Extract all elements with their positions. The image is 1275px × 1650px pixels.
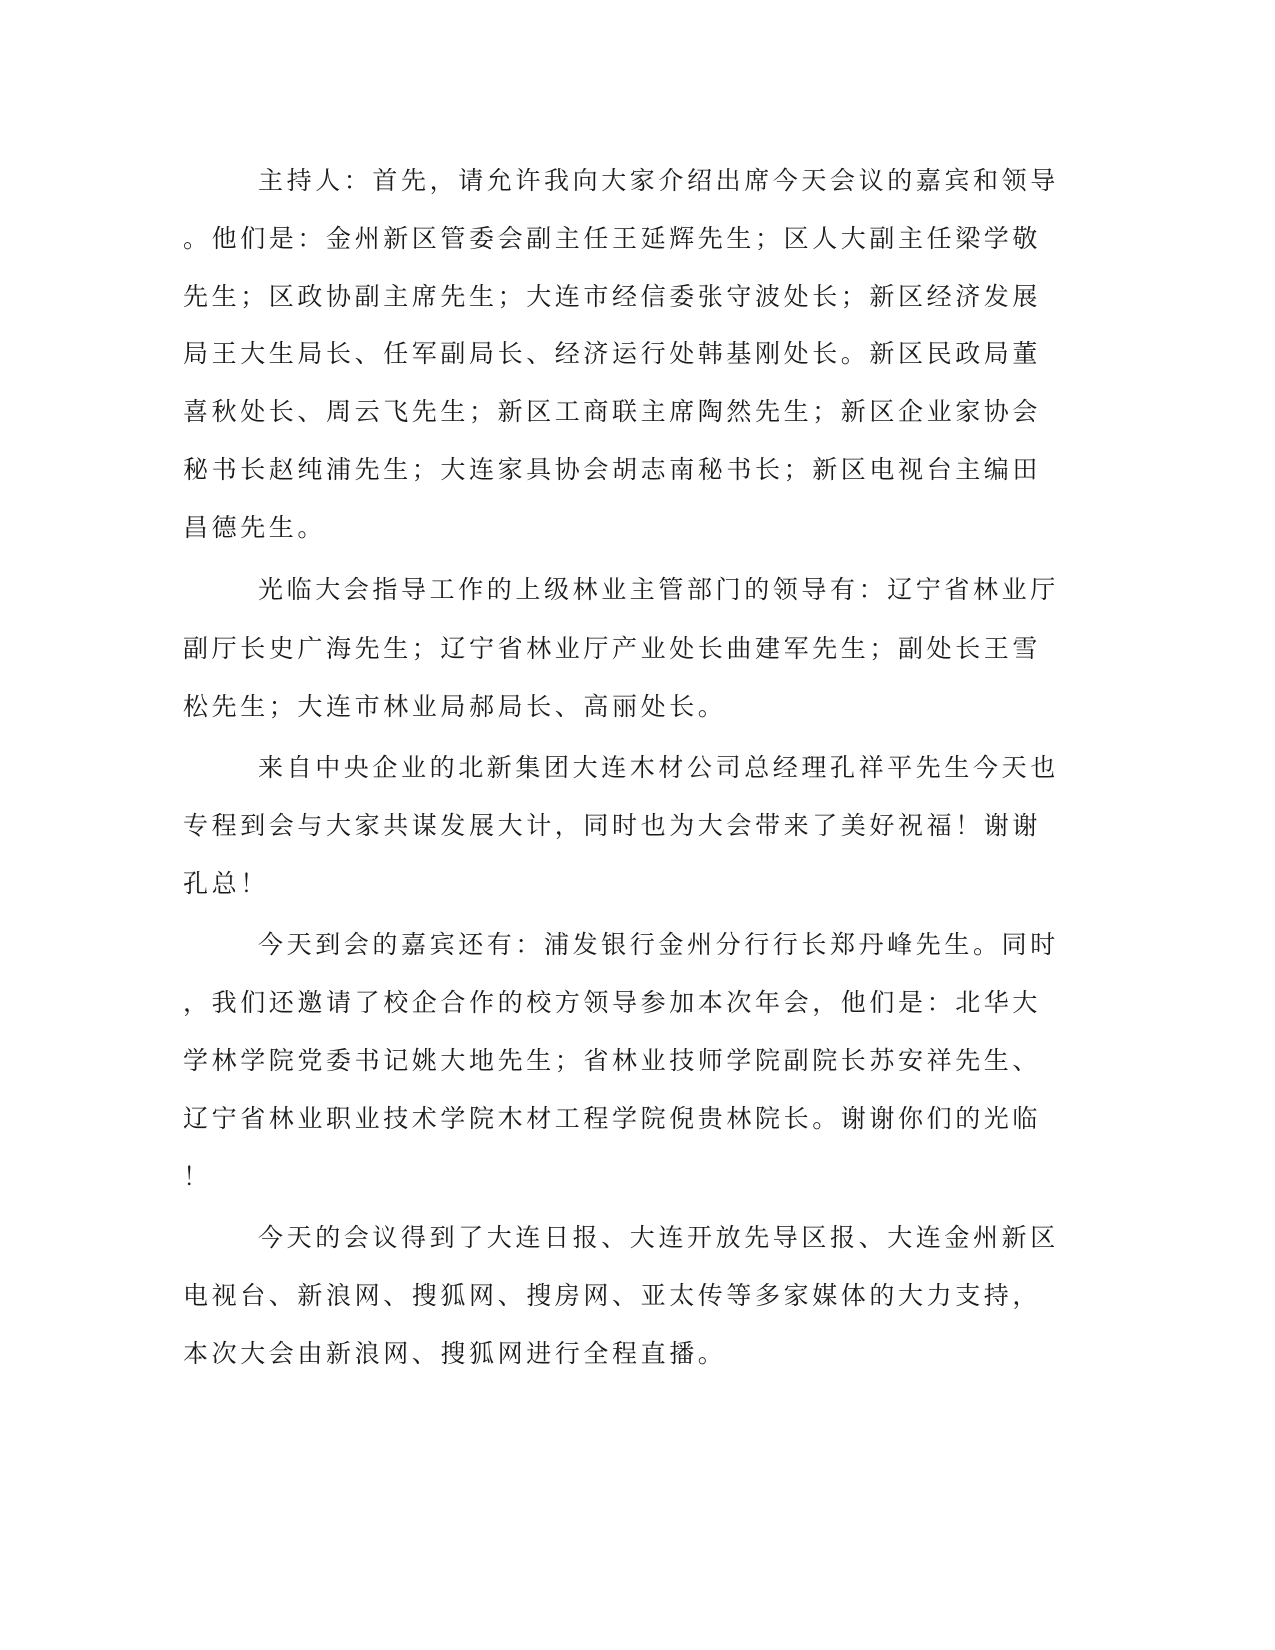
paragraph-1-line-1: 主持人：首先，请允许我向大家介绍出席今天会议的嘉宾和领导 <box>258 166 1059 195</box>
paragraph-1-line-2: 。他们是：金州新区管委会副主任王延辉先生；区人大副主任梁学敬 <box>183 224 1042 253</box>
paragraph-4-line-2: ，我们还邀请了校企合作的校方领导参加本次年会，他们是：北华大 <box>183 988 1042 1017</box>
paragraph-4-line-3: 学林学院党委书记姚大地先生；省林业技师学院副院长苏安祥先生、 <box>183 1046 1042 1075</box>
paragraph-4-line-5: ！ <box>183 1162 212 1191</box>
paragraph-4-line-1: 今天到会的嘉宾还有：浦发银行金州分行行长郑丹峰先生。同时 <box>258 930 1059 959</box>
paragraph-2-line-1: 光临大会指导工作的上级林业主管部门的领导有：辽宁省林业厅 <box>258 575 1059 604</box>
paragraph-1-line-5: 喜秋处长、周云飞先生；新区工商联主席陶然先生；新区企业家协会 <box>183 397 1042 426</box>
paragraph-3-line-1: 来自中央企业的北新集团大连木材公司总经理孔祥平先生今天也 <box>258 753 1059 782</box>
paragraph-1-line-7: 昌德先生。 <box>183 513 327 542</box>
paragraph-1-line-4: 局王大生局长、任军副局长、经济运行处韩基刚处长。新区民政局董 <box>183 339 1042 368</box>
paragraph-2-line-3: 松先生；大连市林业局郝局长、高丽处长。 <box>183 692 727 721</box>
paragraph-5-line-2: 电视台、新浪网、搜狐网、搜房网、亚太传等多家媒体的大力支持， <box>183 1281 1042 1310</box>
paragraph-1-line-6: 秘书长赵纯浦先生；大连家具协会胡志南秘书长；新区电视台主编田 <box>183 455 1042 484</box>
paragraph-5-line-1: 今天的会议得到了大连日报、大连开放先导区报、大连金州新区 <box>258 1223 1059 1252</box>
paragraph-3-line-2: 专程到会与大家共谋发展大计，同时也为大会带来了美好祝福！谢谢 <box>183 811 1042 840</box>
paragraph-4-line-4: 辽宁省林业职业技术学院木材工程学院倪贵林院长。谢谢你们的光临 <box>183 1104 1042 1133</box>
paragraph-2-line-2: 副厅长史广海先生；辽宁省林业厅产业处长曲建军先生；副处长王雪 <box>183 634 1042 663</box>
paragraph-5-line-3: 本次大会由新浪网、搜狐网进行全程直播。 <box>183 1339 727 1368</box>
paragraph-1-line-3: 先生；区政协副主席先生；大连市经信委张守波处长；新区经济发展 <box>183 282 1042 311</box>
paragraph-3-line-3: 孔总！ <box>183 869 269 898</box>
